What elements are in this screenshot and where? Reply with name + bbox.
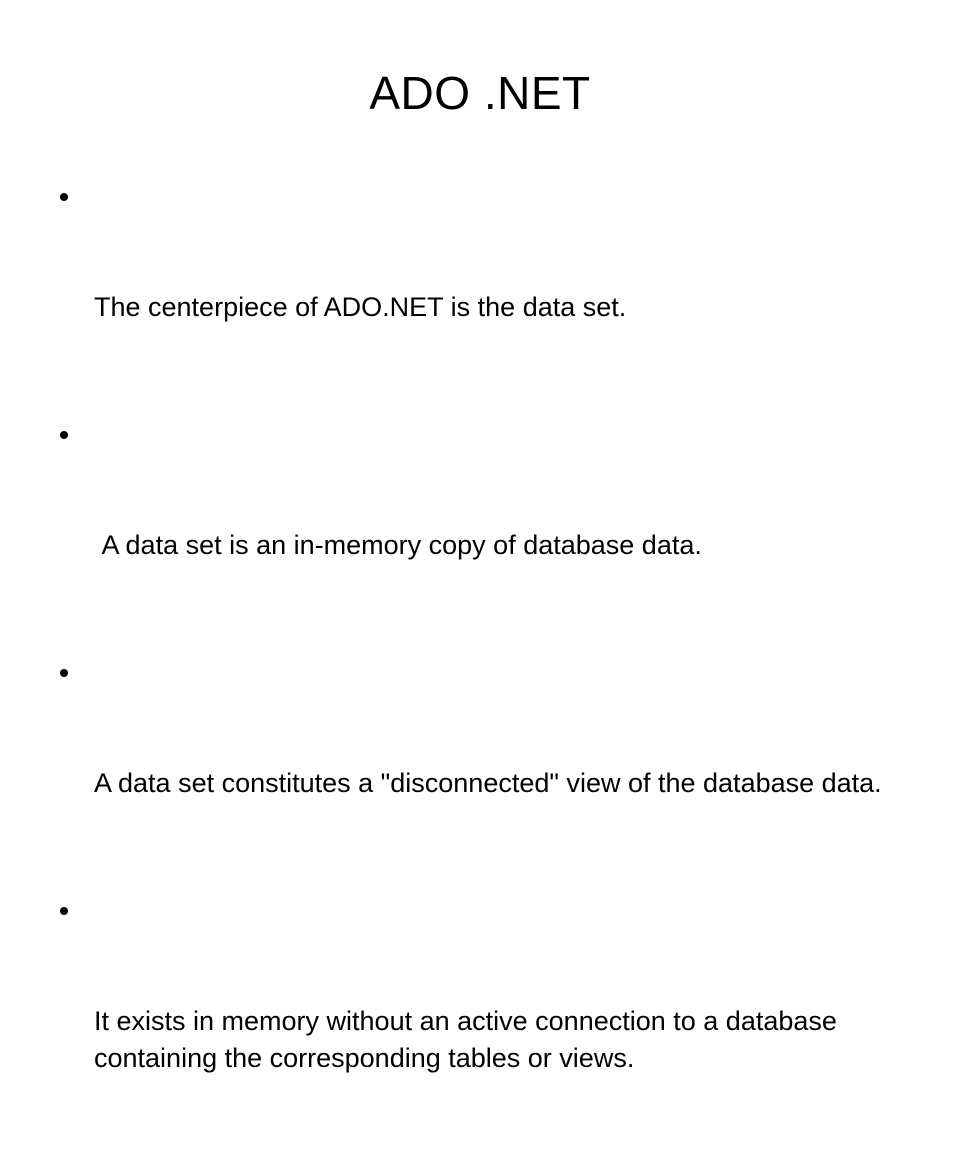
bullet-dot-icon bbox=[60, 669, 68, 677]
bullet-dot-icon bbox=[60, 907, 68, 915]
bullet-text: The centerpiece of ADO.NET is the data set. bbox=[94, 292, 627, 322]
bullet-list bbox=[60, 178, 910, 1167]
bullet-dot-icon bbox=[60, 431, 68, 439]
bullet-item bbox=[60, 416, 910, 638]
bullet-text: It exists in memory without an active connection to a database containing the corresponding tables or views. bbox=[94, 1006, 845, 1073]
slide-title: ADO .NET bbox=[369, 67, 591, 119]
bullet-text: A data set constitutes a "disconnected" view of the database data. bbox=[94, 768, 882, 798]
bullet-text: A data set is an in-memory copy of database data. bbox=[94, 530, 702, 560]
bullet-item bbox=[60, 892, 910, 1151]
bullet-item bbox=[60, 178, 910, 400]
bullet-item bbox=[60, 654, 910, 876]
bullet-dot-icon bbox=[60, 193, 68, 201]
